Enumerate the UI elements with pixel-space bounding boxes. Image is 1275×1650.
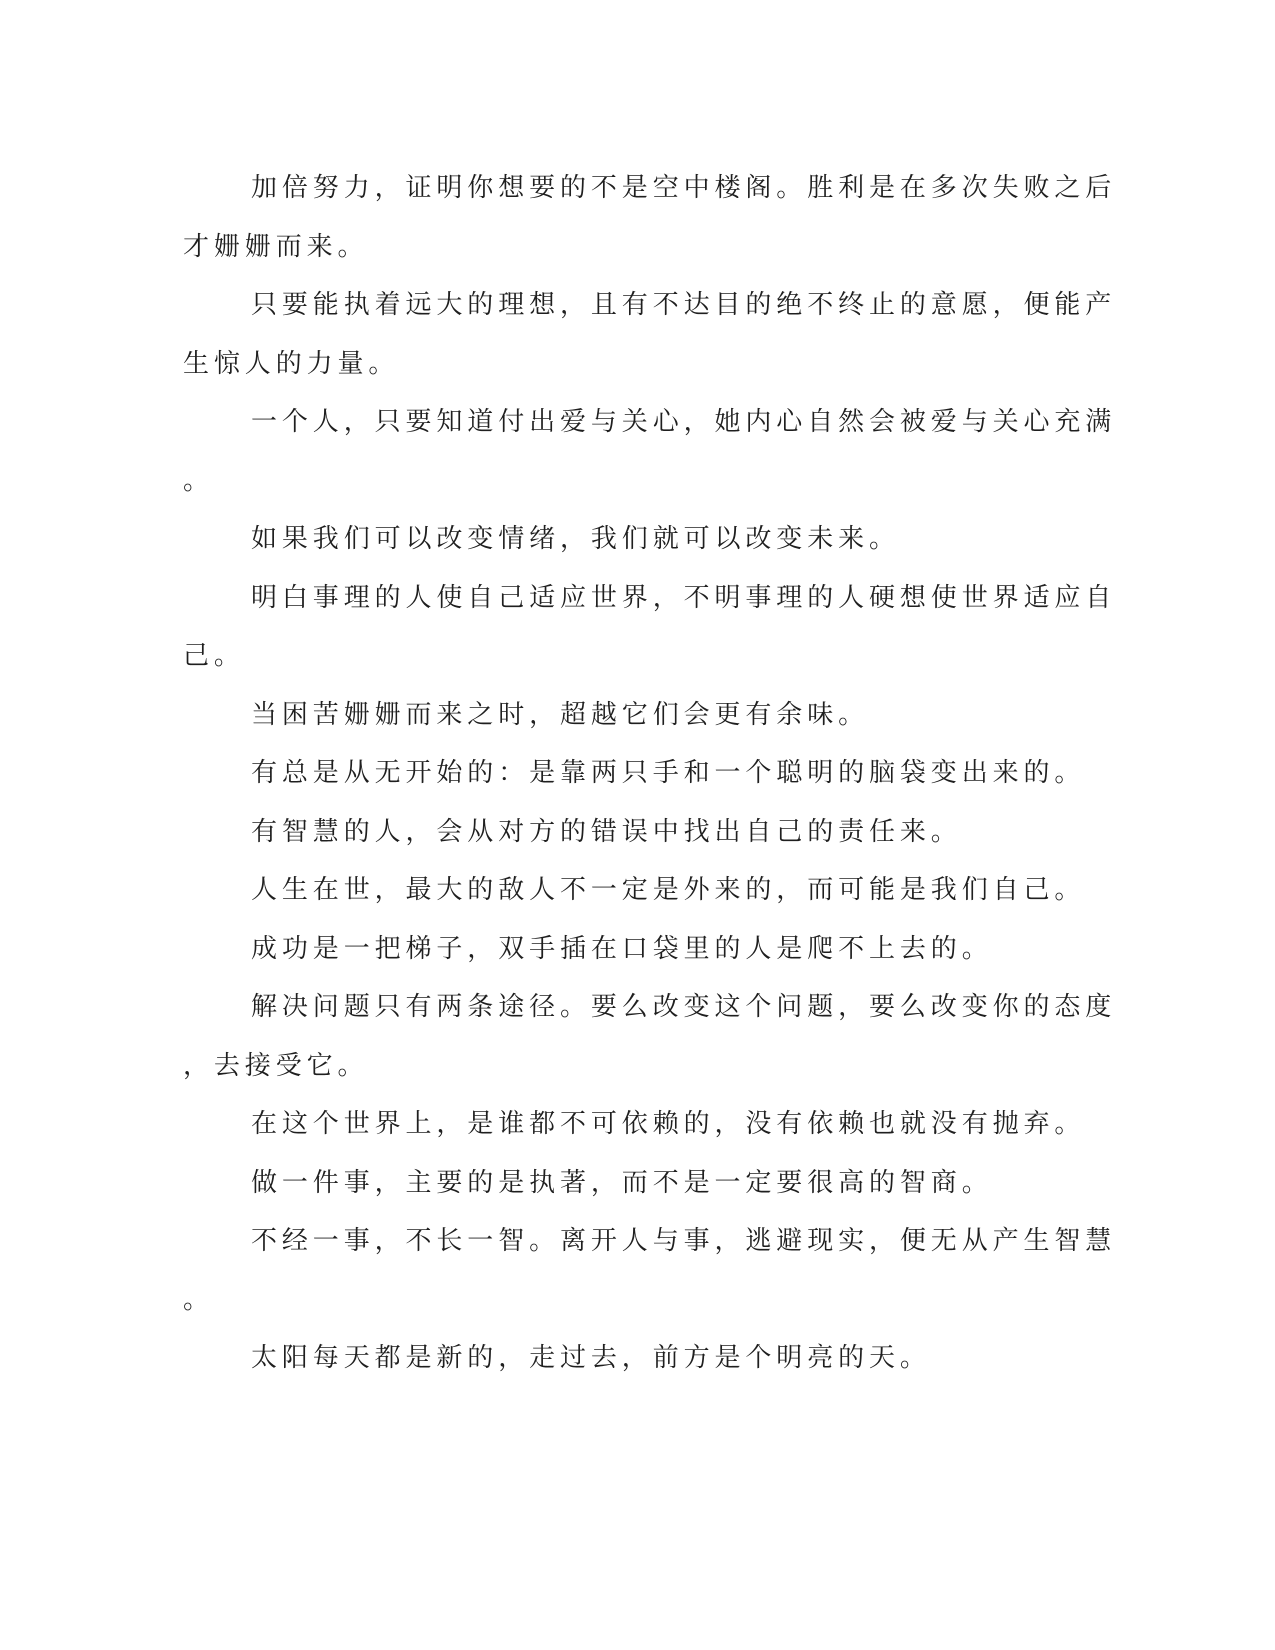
paragraph xyxy=(183,1154,1043,1213)
paragraph xyxy=(183,393,1117,510)
paragraph-line: 不经一事，不长一智。离开人与事，逃避现实，便无从产生智慧 xyxy=(251,1226,1117,1256)
paragraph-line: 在这个世界上，是谁都不可依赖的，没有依赖也就没有抛弃。 xyxy=(251,1109,1086,1139)
paragraph-line: 如果我们可以改变情绪，我们就可以改变未来。 xyxy=(251,524,900,554)
paragraph-line: 太阳每天都是新的，走过去，前方是个明亮的天。 xyxy=(251,1343,931,1373)
paragraph-line: 解决问题只有两条途径。要么改变这个问题，要么改变你的态度 xyxy=(251,992,1117,1022)
paragraph xyxy=(183,861,1086,920)
paragraph-line: 加倍努力，证明你想要的不是空中楼阁。胜利是在多次失败之后 xyxy=(251,173,1117,203)
paragraph-line: 人生在世，最大的敌人不一定是外来的，而可能是我们自己。 xyxy=(251,875,1086,905)
paragraph xyxy=(183,276,1117,393)
paragraph-line: 只要能执着远大的理想，且有不达目的绝不终止的意愿，便能产 xyxy=(251,290,1117,320)
paragraph-line: ，去接受它。 xyxy=(183,1050,369,1081)
document-body xyxy=(183,159,1117,1388)
paragraph xyxy=(183,978,1117,1095)
paragraph-line: 。 xyxy=(183,1284,214,1315)
paragraph-line: 生惊人的力量。 xyxy=(183,348,400,379)
paragraph-line: 才姗姗而来。 xyxy=(183,231,369,262)
paragraph-line: 成功是一把梯子，双手插在口袋里的人是爬不上去的。 xyxy=(251,933,993,964)
paragraph xyxy=(183,1329,1043,1388)
paragraph-line: 己。 xyxy=(183,641,245,671)
paragraph xyxy=(183,569,1117,686)
paragraph xyxy=(183,686,1043,745)
paragraph-line: 有智慧的人，会从对方的错误中找出自己的责任来。 xyxy=(251,816,962,847)
paragraph xyxy=(183,510,1043,569)
paragraph xyxy=(183,1095,1086,1154)
paragraph-line: 。 xyxy=(183,465,214,496)
paragraph-line: 一个人，只要知道付出爱与关心，她内心自然会被爱与关心充满 xyxy=(251,407,1117,437)
paragraph xyxy=(183,803,1043,862)
paragraph xyxy=(183,1212,1117,1329)
paragraph-line: 明白事理的人使自己适应世界，不明事理的人硬想使世界适应自 xyxy=(251,582,1117,613)
paragraph-line: 当困苦姗姗而来之时，超越它们会更有余味。 xyxy=(251,699,870,730)
paragraph-line: 做一件事，主要的是执著，而不是一定要很高的智商。 xyxy=(251,1167,993,1198)
paragraph xyxy=(183,744,1086,803)
paragraph-line: 有总是从无开始的：是靠两只手和一个聪明的脑袋变出来的。 xyxy=(251,758,1086,788)
paragraph xyxy=(183,920,1043,979)
paragraph xyxy=(183,159,1117,276)
